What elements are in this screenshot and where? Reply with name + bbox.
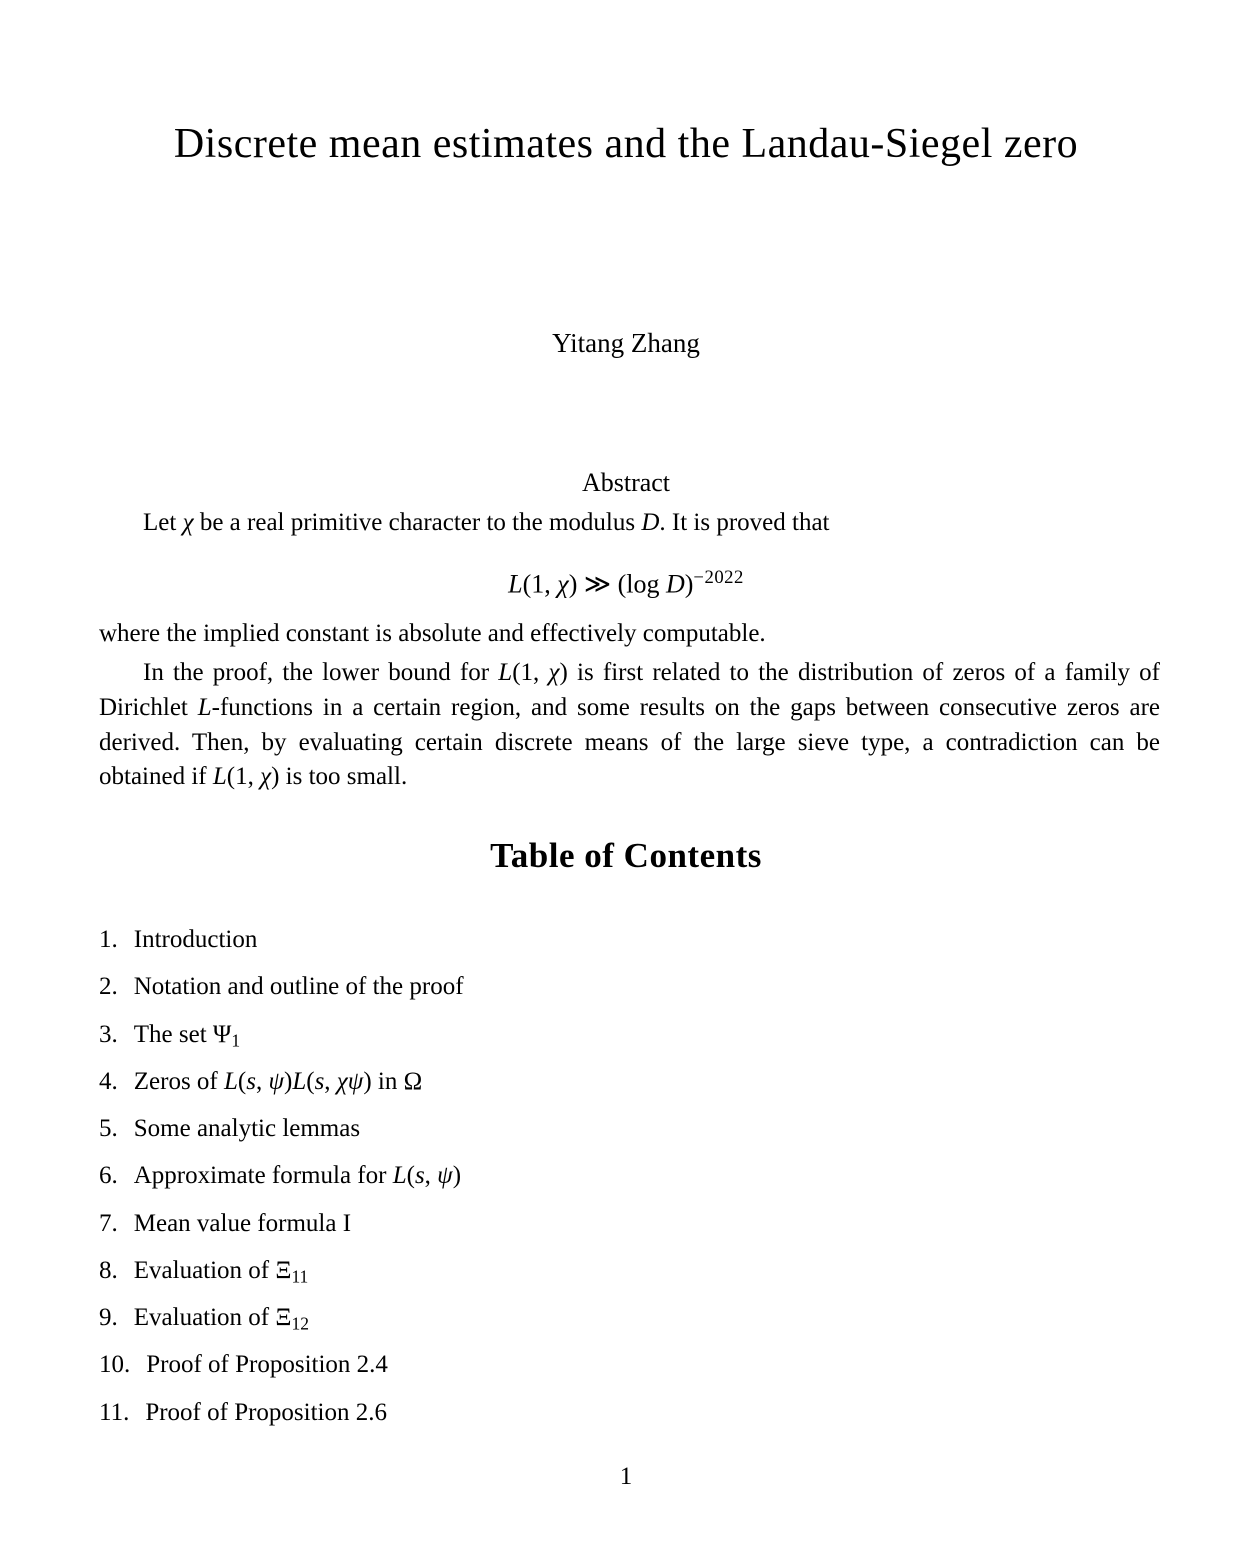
toc-item-number: 4. bbox=[99, 1067, 118, 1095]
toc-item bbox=[99, 1389, 1160, 1436]
toc-item bbox=[99, 916, 1160, 963]
toc-item-number: 10. bbox=[99, 1351, 131, 1379]
abstract-paragraph: In the proof, the lower bound for L(1, χ) is first related to the distribution of zeros of a family of Dirichlet L-functions in a certain region, and some results on the gaps between consecutive zeros are derived. Then, by evaluating certain discrete means of the large sieve type, a contradiction can be obtained if L(1, χ) is too small. bbox=[99, 659, 1161, 791]
toc-list bbox=[99, 916, 1160, 1436]
toc-item-number: 7. bbox=[99, 1209, 118, 1237]
toc-item-label: Evaluation of Ξ12 bbox=[133, 1304, 309, 1334]
abstract-display-formula: L(1, χ) ≫ (log D)$^{-2022}$ bbox=[508, 567, 744, 599]
toc-item-number: 2. bbox=[99, 973, 118, 1001]
toc-item-label: Some analytic lemmas bbox=[133, 1115, 361, 1142]
page-number: 1 bbox=[619, 1463, 633, 1490]
toc-item bbox=[99, 1105, 1160, 1152]
toc-item bbox=[99, 1247, 1160, 1294]
toc-heading: Table of Contents bbox=[490, 836, 762, 875]
abstract-intro-line: Let χ be a real primitive character to the modulus D. It is proved that bbox=[143, 509, 830, 536]
toc-item-number: 3. bbox=[99, 1020, 118, 1048]
toc-item bbox=[99, 1152, 1160, 1199]
toc-item bbox=[99, 1200, 1160, 1247]
toc-item-number: 6. bbox=[99, 1162, 118, 1190]
toc-item-number: 11. bbox=[99, 1398, 130, 1426]
toc-item-number: 5. bbox=[99, 1115, 118, 1142]
toc-item-label: Mean value formula I bbox=[133, 1209, 352, 1237]
toc-item-label: Introduction bbox=[133, 926, 258, 953]
abstract-note-line: where the implied constant is absolute and effectively computable. bbox=[99, 620, 766, 647]
author-name: Yitang Zhang bbox=[552, 328, 700, 358]
toc-item-label: Evaluation of Ξ11 bbox=[133, 1256, 309, 1287]
page-title: Discrete mean estimates and the Landau-Siegel zero bbox=[173, 121, 1079, 167]
toc-item-label: The set Ψ1 bbox=[133, 1020, 241, 1050]
toc-item-label: Proof of Proposition 2.6 bbox=[145, 1398, 388, 1426]
toc-item bbox=[99, 963, 1160, 1010]
toc-item-label: Zeros of L(s, ψ)L(s, χψ) in Ω bbox=[133, 1067, 423, 1095]
toc-item-number: 8. bbox=[99, 1256, 118, 1284]
toc-item-label: Notation and outline of the proof bbox=[133, 973, 464, 1001]
toc-item bbox=[99, 1011, 1160, 1058]
abstract-heading: Abstract bbox=[581, 468, 671, 497]
toc-item bbox=[99, 1058, 1160, 1105]
toc-item bbox=[99, 1294, 1160, 1341]
toc-item-label: Proof of Proposition 2.4 bbox=[146, 1351, 388, 1379]
toc-item bbox=[99, 1341, 1160, 1388]
toc-item-label: Approximate formula for L(s, ψ) bbox=[133, 1162, 462, 1190]
toc-item-number: 1. bbox=[99, 926, 118, 953]
toc-item-number: 9. bbox=[99, 1304, 118, 1331]
